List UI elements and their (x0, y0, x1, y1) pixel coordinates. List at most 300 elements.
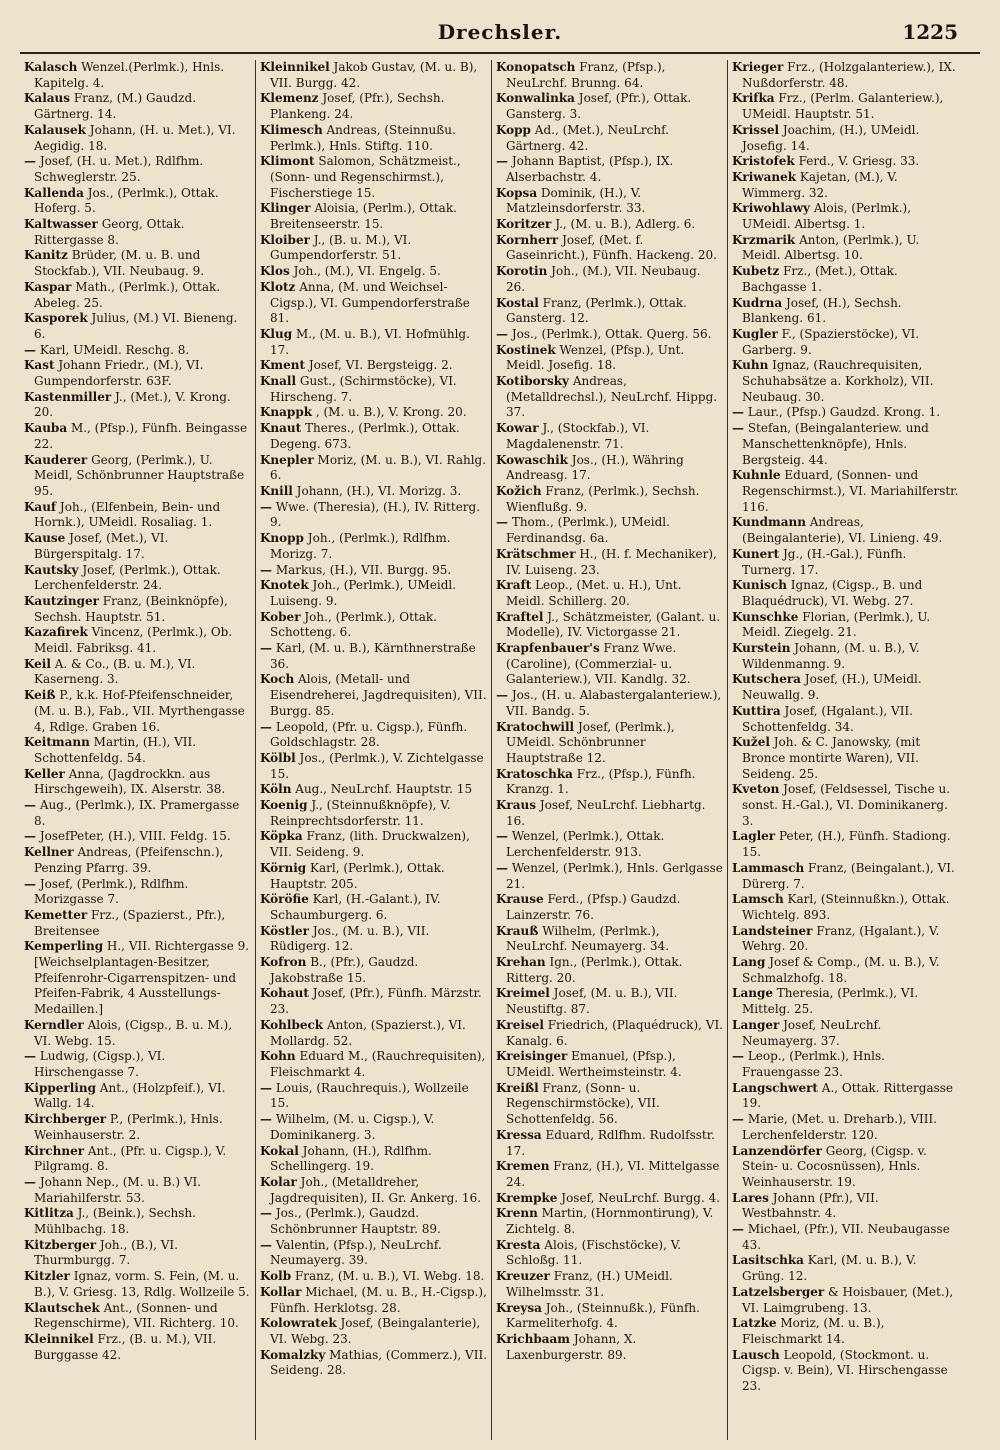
entry-details: Joh. & C. Janowsky, (mit Bronce montirte Waren), VII. Seideng. 25. (742, 735, 921, 781)
entry-details: Josef, (M. u. B.), VII. Neustiftg. 87. (506, 986, 678, 1017)
directory-entry (732, 1112, 960, 1143)
entry-details: Frz., (Perlm. Galanteriew.), UMeidl. Hauptstr. 51. (742, 91, 944, 122)
directory-entry (260, 986, 487, 1017)
entry-name: Kleinnikel (24, 1331, 94, 1346)
directory-entry (260, 500, 487, 531)
entry-details: Karl, UMeidl. Reschg. 8. (39, 342, 190, 357)
directory-entry (260, 861, 487, 892)
entry-name: Kressa (496, 1127, 542, 1142)
entry-details: Ant., (Holzpfeif.), VI. Wallg. 14. (34, 1080, 226, 1111)
directory-entry (260, 421, 487, 452)
entry-details: Alois, (Fischstöcke), V. Schloßg. 11. (506, 1237, 682, 1268)
directory-entry (732, 1316, 960, 1347)
entry-details: Frz., (Pfsp.), Fünfh. Kranzg. 1. (506, 766, 696, 797)
entry-name: — (732, 1222, 744, 1237)
entry-details: Gust., (Schirmstöcke), VI. Hirscheng. 7. (270, 374, 457, 404)
entry-name: — (24, 876, 36, 891)
entry-details: J., (Stockfab.), VI. Magdalenenstr. 71. (506, 421, 650, 451)
directory-entry (496, 1159, 723, 1190)
entry-name: Klotz (260, 279, 296, 294)
entry-name: Krempke (496, 1190, 558, 1205)
entry-details: Michael, (Pfr.), VII. Neubaugasse 43. (742, 1222, 950, 1252)
directory-entry (732, 578, 960, 609)
entry-details: Andreas, (Beingalanterie), VI. Linieng. 49. (742, 515, 943, 546)
entry-name: Krenn (496, 1206, 538, 1221)
directory-entry (260, 280, 487, 327)
entry-details: Alois, (Metall- und Eisendreherei, Jagdrequisiten), VII. Burgg. 85. (270, 672, 487, 718)
entry-details: Martin, (Hornmontirung), V. Zichtelg. 8. (506, 1206, 714, 1237)
directory-entry (732, 421, 960, 468)
directory-entry (496, 1269, 723, 1300)
entry-name: Klemenz (260, 91, 319, 106)
directory-entry (24, 453, 251, 500)
entry-details: Ferd., (Pfsp.) Gaudzd. Lainzerstr. 76. (506, 892, 681, 922)
directory-entry (24, 311, 251, 342)
directory-entry (496, 924, 723, 955)
directory-entry (496, 1081, 723, 1128)
entry-name: Landsteiner (732, 923, 813, 938)
directory-entry (260, 531, 487, 562)
entry-name: — (24, 829, 36, 844)
directory-entry (496, 641, 723, 688)
directory-entry (260, 201, 487, 232)
directory-entry (260, 578, 487, 609)
entry-details: Ign., (Perlmk.), Ottak. Ritterg. 20. (506, 955, 683, 985)
entry-details: Joh., (Perlmk.), Rdlfhm. Morizg. 7. (270, 531, 451, 561)
entry-details: Johann, X. Laxenburgerstr. 89. (506, 1331, 637, 1362)
entry-name: — (260, 719, 272, 734)
entry-name: — (496, 515, 508, 530)
entry-details: Josef & Comp., (M. u. B.), V. Schmalzhofg. 18. (742, 955, 940, 985)
entry-name: Kratochwill (496, 719, 575, 734)
entry-name: — (24, 154, 36, 169)
entry-details: Josef, (Hgalant.), VII. Schottenfeldg. 34. (742, 703, 914, 734)
entry-name: Keller (24, 766, 65, 781)
entry-details: J., (Steinnußknöpfe), V. Reinprechtsdorferstr. 11. (270, 798, 451, 828)
directory-entry (24, 1144, 251, 1175)
entry-details: Georg, (Perlmk.), U. Meidl, Schönbrunner Hauptstraße 95. (34, 452, 245, 498)
entry-details: Ferd., V. Griesg. 33. (798, 154, 920, 169)
entry-details: Franz, (H.) UMeidl. Wilhelmsstr. 31. (506, 1269, 673, 1299)
entry-name: — (732, 1049, 744, 1064)
entry-details: Moriz, (M. u. B.), Fleischmarkt 14. (742, 1316, 885, 1346)
directory-entry (24, 500, 251, 531)
entry-details: Franz, (Perlmk.), Ottak. Gansterg. 12. (506, 295, 687, 326)
entry-details: Ad., (Met.), NeuLrchf. Gärtnerg. 42. (506, 122, 669, 153)
entry-details: Louis, (Rauchrequis.), Wollzeile 15. (270, 1080, 469, 1111)
entry-details: M., (Pfsp.), Fünfh. Beingasse 22. (34, 421, 248, 451)
column-3 (492, 60, 728, 1440)
directory-entry (496, 421, 723, 452)
directory-entry (732, 1049, 960, 1080)
directory-entry (732, 515, 960, 546)
entry-details: Joh., (Metalldreher, Jagdrequisiten), II. Gr. Ankerg. 16. (270, 1174, 482, 1205)
entry-name: Klimont (260, 154, 315, 169)
entry-name: Kemperling (24, 939, 104, 954)
entry-details: JosefPeter, (H.), VIII. Feldg. 15. (39, 829, 231, 844)
entry-details: Laur., (Pfsp.) Gaudzd. Krong. 1. (747, 405, 941, 420)
entry-name: Lagler (732, 829, 776, 844)
directory-entry (496, 1128, 723, 1159)
entry-details: Joh., (Perlmk.), UMeidl. Luiseng. 9. (270, 578, 457, 608)
entry-name: — (732, 405, 744, 420)
entry-details: Valentin, (Pfsp.), NeuLrchf. Neumayerg. 39. (270, 1237, 442, 1268)
directory-entry (732, 91, 960, 122)
entry-name: Kirchberger (24, 1112, 107, 1127)
entry-name: Kohlbeck (260, 1017, 324, 1032)
entry-name: Kunert (732, 546, 780, 561)
entry-details: Karl, (H.-Galant.), IV. Schaumburgerg. 6. (270, 892, 441, 922)
entry-name: Knepler (260, 452, 314, 467)
entry-name: Kallenda (24, 185, 84, 200)
entry-name: Kause (24, 531, 66, 546)
directory-entry (496, 233, 723, 264)
entry-details: Josef, (Pfr.), Sechsh. Plankeng. 24. (270, 91, 445, 122)
directory-entry (260, 484, 487, 500)
entry-details: Leop., (Perlmk.), Hnls. Frauengasse 23. (742, 1049, 885, 1079)
entry-name: Kaltwasser (24, 217, 98, 232)
entry-name: Krieger (732, 60, 784, 74)
directory-entry (732, 170, 960, 201)
directory-entry (496, 547, 723, 578)
directory-entry (24, 1112, 251, 1143)
entry-name: Kautsky (24, 562, 79, 577)
entry-name: Kresta (496, 1237, 541, 1252)
directory-entry (732, 264, 960, 295)
entry-name: Kožich (496, 483, 542, 498)
entry-name: Kremen (496, 1159, 550, 1174)
entry-name: — (24, 798, 36, 813)
entry-name: Kriwohlawy (732, 201, 811, 216)
entry-name: — (732, 1112, 744, 1127)
directory-entry (732, 154, 960, 170)
directory-entry (260, 1238, 487, 1269)
entry-details: J., Schätzmeister, (Galant. u. Modelle), IV. Victorgasse 21. (506, 609, 721, 640)
entry-name: Lang (732, 955, 766, 970)
entry-details: A. & Co., (B. u. M.), VI. Kaserneng. 3. (34, 656, 196, 687)
directory-entry (24, 735, 251, 766)
entry-name: Klimesch (260, 122, 323, 137)
entry-name: — (260, 1206, 272, 1221)
entry-name: Kaspar (24, 279, 72, 294)
entry-name: Kohn (260, 1049, 296, 1064)
entry-name: Koenig (260, 798, 308, 813)
entry-details: Jos., (Perlmk.), Ottak. Querg. 56. (511, 326, 712, 341)
directory-entry (24, 688, 251, 735)
directory-entry (260, 405, 487, 421)
directory-entry (496, 610, 723, 641)
entry-name: Köln (260, 782, 292, 797)
entry-details: Georg, (Cigsp. v. Stein- u. Cocosnüssen), Hnls. Weinhauserstr. 19. (742, 1143, 927, 1189)
entry-name: Kreysa (496, 1300, 542, 1315)
directory-entry (732, 123, 960, 154)
entry-name: Kutschera (732, 672, 801, 687)
entry-details: Franz, (M. u. B.), VI. Webg. 18. (294, 1269, 485, 1284)
entry-name: Klos (260, 264, 290, 279)
entry-name: Kauderer (24, 452, 88, 467)
entry-name: Kerndler (24, 1017, 84, 1032)
directory-entry (732, 358, 960, 405)
entry-details: Josef, (H.), Sechsh. Blankeng. 61. (742, 295, 902, 326)
entry-details: Josef, (Pfr.), Ottak. Gansterg. 3. (506, 91, 692, 122)
directory-entry (732, 704, 960, 735)
directory-entry (496, 720, 723, 767)
directory-entry (260, 1081, 487, 1112)
entry-name: Kofron (260, 955, 307, 970)
entry-details: Josef, (Feldsessel, Tische u. sonst. H.-Gal.), VI. Dominikanerg. 3. (742, 782, 951, 828)
entry-details: Theres., (Perlmk.), Ottak. Degeng. 673. (270, 421, 460, 451)
directory-entry (24, 217, 251, 248)
entry-details: Frz., (Holzgalanteriew.), IX. Nußdorferstr. 48. (742, 60, 956, 90)
entry-details: H., VII. Richtergasse 9. [Weichselplantagen-Besitzer, Pfeifenrohr-Cigarrenspitzen- und Pfeifen-Fabrik, 4 Ausstellungs-Medaillen.] (34, 939, 250, 1017)
entry-name: Köröfie (260, 892, 309, 907)
entry-details: Julius, (M.) VI. Bieneng. 6. (34, 311, 238, 341)
entry-name: Kreißl (496, 1080, 539, 1095)
entry-name: Kitzberger (24, 1237, 97, 1252)
entry-details: Jos., (Perlmk.), Ottak. Hoferg. 5. (34, 185, 219, 216)
directory-entry (24, 1332, 251, 1363)
directory-entry (732, 547, 960, 578)
directory-entry (732, 892, 960, 923)
entry-details: Leopold, (Stockmont. u. Cigsp. v. Bein), VI. Hirschengasse 23. (742, 1347, 948, 1394)
directory-entry (496, 186, 723, 217)
entry-details: Franz, (Hgalant.), V. Wehrg. 20. (742, 923, 940, 954)
directory-entry (732, 405, 960, 421)
entry-name: Krapfenbauer's (496, 641, 600, 656)
entry-details: Josef, (Beingalanterie), VI. Webg. 23. (270, 1316, 481, 1346)
directory-entry (24, 908, 251, 939)
entry-details: Anton, (Spazierst.), VI. Mollardg. 52. (270, 1017, 466, 1048)
entry-name: Kornherr (496, 232, 559, 247)
entry-details: Wenzel.(Perlmk.), Hnls. Kapitelg. 4. (34, 60, 225, 90)
directory-entry (496, 1206, 723, 1237)
directory-entry (24, 248, 251, 279)
entry-name: Krichbaam (496, 1331, 570, 1346)
entry-name: Koch (260, 672, 295, 687)
entry-name: Krause (496, 892, 544, 907)
entry-name: Kauba (24, 421, 68, 436)
entry-name: Knopp (260, 531, 304, 546)
directory-entry (24, 343, 251, 359)
directory-entry (260, 563, 487, 579)
entry-name: Kužel (732, 735, 770, 750)
entry-name: Kriwanek (732, 169, 797, 184)
entry-name: — (260, 1080, 272, 1095)
entry-name: Kalaus (24, 91, 71, 106)
entry-name: — (24, 1049, 36, 1064)
entry-name: Lamsch (732, 892, 784, 907)
directory-entry (496, 217, 723, 233)
directory-entry (496, 798, 723, 829)
entry-details: Peter, (H.), Fünfh. Stadiong. 15. (742, 829, 951, 860)
entry-name: Köstler (260, 923, 309, 938)
entry-name: Knotek (260, 578, 309, 593)
entry-name: Kuhn (732, 358, 769, 373)
directory-entry (732, 924, 960, 955)
entry-details: Andreas, (Steinnußu. Perlmk.), Hnls. Stiftg. 110. (270, 122, 456, 153)
entry-details: Joh., (Elfenbein, Bein- und Hornk.), UMeidl. Rosaliag. 1. (34, 499, 221, 530)
entry-details: Karl, (Steinnußkn.), Ottak. Wichtelg. 893. (742, 892, 950, 922)
entry-name: Kauf (24, 499, 57, 514)
column-1 (20, 60, 256, 1440)
entry-name: Krauß (496, 923, 539, 938)
directory-entry (496, 343, 723, 374)
directory-entry (24, 625, 251, 656)
directory-entry (24, 877, 251, 908)
entry-name: Kratoschka (496, 766, 573, 781)
entry-name: Kast (24, 358, 55, 373)
directory-entry (732, 296, 960, 327)
entry-name: — (496, 154, 508, 169)
entry-details: Frz., (B. u. M.), VII. Burggasse 42. (34, 1331, 217, 1362)
entry-details: Johann Nep., (M. u. B.) VI. Mariahilferstr. 53. (34, 1174, 202, 1205)
entry-details: Aug., NeuLrchf. Hauptstr. 15 (295, 782, 473, 797)
entry-details: Josef, (H. u. Met.), Rdlfhm. Schweglerstr. 25. (34, 154, 204, 184)
directory-entry (732, 201, 960, 232)
entry-name: Kalasch (24, 60, 78, 74)
entry-details: Ignaz, (Cigsp., B. und Blaquédruck), VI. Webg. 27. (742, 578, 923, 608)
entry-details: Ignaz, vorm. S. Fein, (M. u. B.), V. Griesg. 13, Rdlg. Wollzeile 5. (34, 1269, 250, 1299)
entry-details: H., (H. f. Mechaniker), IV. Luiseng. 23. (506, 546, 717, 577)
entry-name: Kunisch (732, 578, 787, 593)
directory-entry (496, 91, 723, 122)
entry-details: Wilhelm, (Perlmk.), NeuLrchf. Neumayerg. 34. (506, 923, 670, 954)
entry-details: Vincenz, (Perlmk.), Ob. Meidl. Fabriksg. 41. (34, 625, 233, 656)
directory-entry (24, 563, 251, 594)
entry-name: Kuttira (732, 703, 781, 718)
directory-entry (24, 657, 251, 688)
entry-name: Kitzler (24, 1269, 70, 1284)
directory-entry (732, 861, 960, 892)
entry-details: Josef, (Perlmk.), UMeidl. Schönbrunner Hauptstraße 12. (506, 719, 675, 765)
entry-name: Kolar (260, 1174, 297, 1189)
entry-name: Kanitz (24, 248, 68, 263)
entry-details: Ant., (Pfr. u. Cigsp.), V. Pilgramg. 8. (34, 1143, 227, 1174)
directory-entry (24, 123, 251, 154)
directory-entry (260, 955, 487, 986)
directory-entry (260, 1175, 487, 1206)
entry-details: Ludwig, (Cigsp.), VI. Hirschengasse 7. (34, 1049, 166, 1079)
directory-entry (24, 1049, 251, 1080)
entry-details: Andreas, (Metalldrechsl.), NeuLrchf. Hippg. 37. (506, 374, 718, 420)
entry-details: Josef, (Pfr.), Fünfh. Märzstr. 23. (270, 986, 482, 1017)
entry-name: — (496, 326, 508, 341)
directory-entry (732, 233, 960, 264)
entry-details: Eduard, (Sonnen- und Regenschirmst.), VI. Mariahilferstr. 116. (742, 468, 959, 514)
directory-entry (260, 1206, 487, 1237)
entry-details: Markus, (H.), VII. Burgg. 95. (275, 562, 452, 577)
entry-details: Jos., (H.), Währing Andreasg. 17. (506, 452, 684, 483)
entry-details: Franz, (Sonn- u. Regenschirmstöcke), VII. Schottenfeldg. 56. (506, 1080, 660, 1127)
directory-entry (732, 610, 960, 641)
entry-details: Karl, (M. u. B.), Kärnthnerstraße 36. (270, 641, 476, 671)
entry-details: Wilhelm, (M. u. Cigsp.), V. Dominikanerg. 3. (270, 1112, 435, 1142)
entry-details: Karl, (M. u. B.), V. Grüng. 12. (742, 1253, 917, 1284)
entry-details: Kajetan, (M.), V. Wimmerg. 32. (742, 169, 898, 200)
directory-entry (496, 154, 723, 185)
entry-name: Kundmann (732, 515, 806, 530)
directory-entry (496, 123, 723, 154)
directory-entry (24, 767, 251, 798)
directory-entry (496, 1018, 723, 1049)
entry-name: — (260, 1237, 272, 1252)
entry-details: Thom., (Perlmk.), UMeidl. Ferdinandsg. 6a. (506, 515, 670, 546)
entry-details: M., (M. u. B.), VI. Hofmühlg. 17. (270, 326, 470, 357)
entry-details: J., (Met.), V. Krong. 20. (34, 389, 231, 420)
entry-details: Joh., (M.), VII. Neubaug. 26. (506, 264, 701, 294)
entry-name: Kober (260, 609, 301, 624)
entry-name: Kemetter (24, 907, 88, 922)
entry-details: Josef, NeuLrchf. Neumayerg. 37. (742, 1017, 882, 1048)
entry-name: Knill (260, 483, 293, 498)
directory-entry (260, 1144, 487, 1175)
entry-details: Josef, (Perlmk.), Rdlfhm. Morizgasse 7. (34, 876, 189, 907)
directory-entry (260, 1348, 487, 1379)
entry-name: Kugler (732, 326, 778, 341)
directory-entry (496, 1191, 723, 1207)
entry-name: Kuhnle (732, 468, 781, 483)
entry-details: Franz, (Pfsp.), NeuLrchf. Brunng. 64. (506, 60, 666, 90)
entry-name: Knappk (260, 405, 313, 420)
entry-details: Leop., (Met. u. H.), Unt. Meidl. Schillerg. 20. (506, 578, 682, 608)
directory-entry (496, 1238, 723, 1269)
entry-name: Kurstein (732, 641, 791, 656)
entry-details: Josef, (Met.), VI. Bürgerspitalg. 17. (34, 531, 169, 561)
entry-details: F., (Spazierstöcke), VI. Garberg. 9. (742, 326, 920, 357)
directory-entry (496, 829, 723, 860)
entry-details: Georg, Ottak. Rittergasse 8. (34, 217, 185, 247)
entry-details: Emanuel, (Pfsp.), UMeidl. Wertheimsteinstr. 4. (506, 1049, 682, 1079)
directory-entry (260, 123, 487, 154)
entry-details: Michael, (M. u. B., H.-Cigsp.), Fünfh. Herklotsg. 28. (270, 1284, 487, 1315)
entry-details: Moriz, (M. u. B.), VI. Rahlg. 6. (270, 452, 487, 483)
entry-name: Kokal (260, 1143, 299, 1158)
entry-details: Franz Wwe. (Caroline), (Commerzial- u. Galanteriew.), VII. Kandlg. 32. (506, 641, 691, 687)
directory-entry (496, 296, 723, 327)
directory-entry (496, 861, 723, 892)
directory-entry (496, 986, 723, 1017)
directory-entry (24, 154, 251, 185)
entry-name: — (260, 562, 272, 577)
entry-name: Konwalinka (496, 91, 575, 106)
directory-entry (732, 955, 960, 986)
entry-details: Marie, (Met. u. Dreharb.), VIII. Lerchenfelderstr. 120. (742, 1112, 938, 1142)
entry-details: Eduard M., (Rauchrequisiten), Fleischmarkt 4. (270, 1049, 486, 1079)
entry-details: Martin, (H.), VII. Schottenfeldg. 54. (34, 735, 197, 765)
entry-name: — (496, 860, 508, 875)
entry-name: — (260, 641, 272, 656)
entry-name: Komalzky (260, 1347, 326, 1362)
directory-entry (24, 1269, 251, 1300)
directory-entry (496, 264, 723, 295)
entry-name: Kreimel (496, 986, 550, 1001)
directory-entry (732, 1253, 960, 1284)
entry-name: Keitmann (24, 735, 90, 750)
directory-entry (496, 453, 723, 484)
entry-name: Keil (24, 656, 51, 671)
directory-entry (732, 327, 960, 358)
entry-name: Kasporek (24, 311, 88, 326)
directory-entry (732, 986, 960, 1017)
directory-entry (732, 829, 960, 860)
entry-details: P., k.k. Hof-Pfeifenschneider, (M. u. B.), Fab., VII. Myrthengasse 4, Rdlge. Graben 16. (34, 688, 245, 734)
entry-details: Eduard, Rdlfhm. Rudolfsstr. 17. (506, 1127, 715, 1158)
entry-name: Kollar (260, 1284, 302, 1299)
entry-details: Ant., (Sonnen- und Regenschirme), VII. Richterg. 10. (34, 1300, 239, 1331)
directory-entry (496, 1332, 723, 1363)
directory-entry (260, 453, 487, 484)
entry-name: Langer (732, 1017, 780, 1032)
